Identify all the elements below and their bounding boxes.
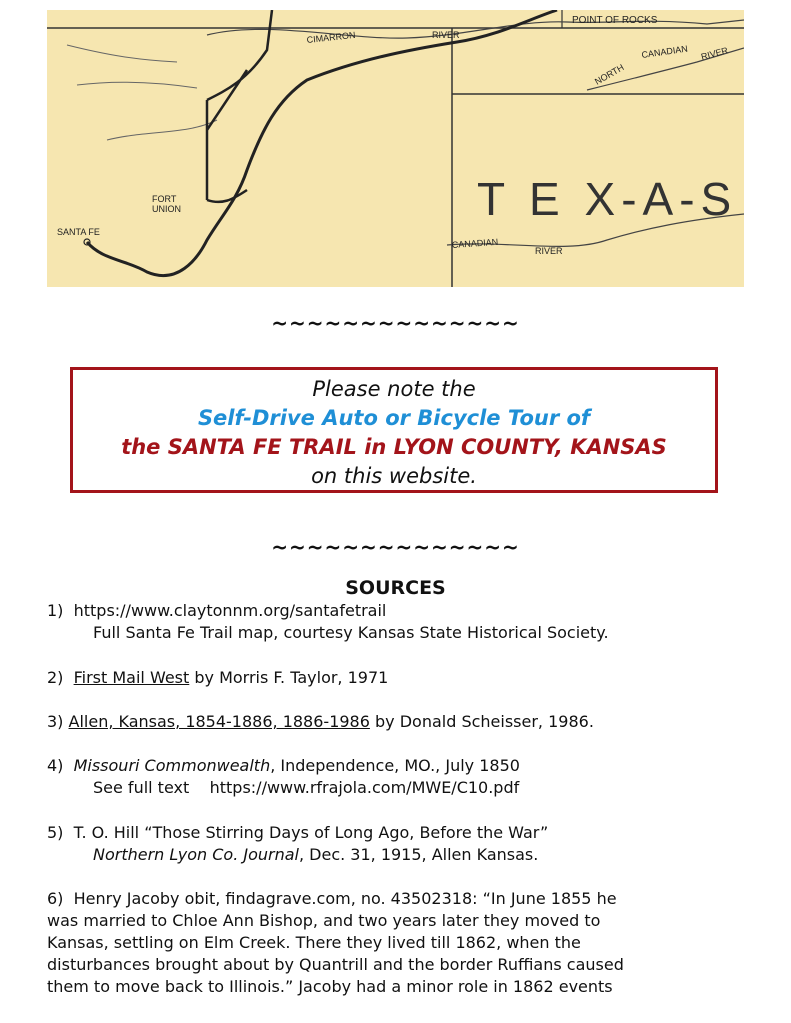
source-5-paper: Northern Lyon Co. Journal (93, 845, 299, 864)
sources-heading: SOURCES (345, 577, 446, 599)
source-3 (47, 711, 747, 733)
label-point-of-rocks: POINT OF ROCKS (572, 15, 658, 26)
santa-fe-trail-map (47, 10, 744, 287)
source-3-title: Allen, Kansas, 1854-1886, 1886-1986 (68, 712, 370, 731)
source-3-number: 3) (47, 712, 64, 731)
source-4-url[interactable]: https://www.rfrajola.com/MWE/C10.pdf (209, 778, 520, 797)
label-santa-fe: SANTA FE (57, 227, 100, 237)
source-2-rest: by Morris F. Taylor, 1971 (189, 668, 389, 687)
tour-notice-box (70, 367, 718, 493)
label-cimarron: CIMARRON (306, 29, 356, 45)
label-river-top: RIVER (432, 30, 460, 40)
source-5 (47, 822, 747, 866)
source-6-number: 6) (47, 889, 64, 908)
tour-link[interactable]: Self-Drive Auto or Bicycle Tour of (197, 406, 591, 430)
notice-line-1: Please note the (312, 377, 476, 401)
trail-branches (207, 10, 272, 202)
source-6-line-1: Henry Jacoby obit, findagrave.com, no. 43502318: “In June 1855 he (73, 889, 617, 908)
source-3-rest: by Donald Scheisser, 1986. (369, 712, 594, 731)
source-6-line-3: Kansas, settling on Elm Creek. There they lived till 1862, when the (47, 933, 581, 952)
source-2-number: 2) (47, 668, 64, 687)
source-6-line-5: them to move back to Illinois.” Jacoby had a minor role in 1862 events (47, 977, 613, 996)
source-5-number: 5) (47, 823, 64, 842)
divider-bottom: ~~~~~~~~~~~~~~ (271, 535, 520, 559)
label-river-right: RIVER (699, 45, 730, 62)
label-texas: T E X-A-S (477, 173, 738, 225)
source-1-number: 1) (47, 601, 64, 620)
source-1-note: Full Santa Fe Trail map, courtesy Kansas State Historical Society. (93, 623, 609, 642)
source-6-line-4: disturbances brought about by Quantrill and the border Ruffians caused (47, 955, 624, 974)
label-canadian-bottom: CANADIAN (451, 236, 499, 250)
source-1 (47, 600, 747, 644)
notice-line-4: on this website. (311, 464, 477, 488)
source-1-url[interactable]: https://www.claytonnm.org/santafetrail (73, 601, 387, 620)
notice-line-3: the SANTA FE TRAIL in LYON COUNTY, KANSAS (121, 435, 667, 459)
source-2-title: First Mail West (73, 668, 190, 687)
label-fort: FORT (152, 194, 177, 204)
source-4-rest: , Independence, MO., July 1850 (270, 756, 520, 775)
source-5-rest: , Dec. 31, 1915, Allen Kansas. (298, 845, 539, 864)
source-6-line-2: was married to Chloe Ann Bishop, and two years later they moved to (47, 911, 601, 930)
source-2 (47, 667, 747, 689)
source-4-number: 4) (47, 756, 64, 775)
label-north: NORTH (593, 62, 626, 87)
cimarron-river (207, 20, 744, 38)
source-4-paper: Missouri Commonwealth (73, 756, 271, 775)
label-canadian-top: CANADIAN (640, 43, 689, 60)
trail-route (87, 10, 557, 276)
source-6 (47, 888, 747, 998)
divider-top: ~~~~~~~~~~~~~~ (271, 311, 520, 335)
source-4 (47, 755, 747, 799)
map-drawing (47, 10, 744, 287)
source-4-see: See full text (93, 778, 190, 797)
map-streams (67, 45, 217, 140)
label-union: UNION (152, 204, 181, 214)
source-5-title: T. O. Hill “Those Stirring Days of Long Ago, Before the War” (73, 823, 549, 842)
label-river-bottom: RIVER (535, 246, 563, 256)
